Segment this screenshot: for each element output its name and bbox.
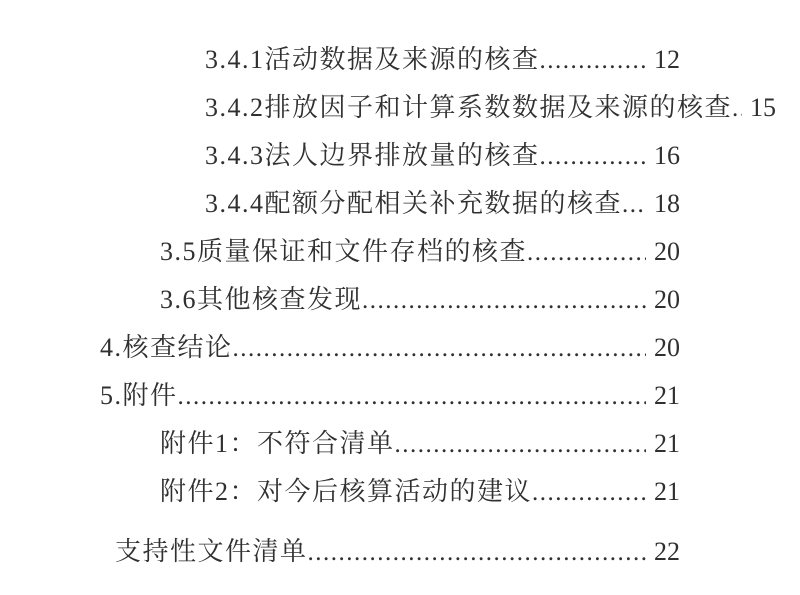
toc-entry-page-number: 20 <box>654 237 680 266</box>
toc-entry <box>205 36 680 84</box>
dot-leader <box>527 228 646 277</box>
toc-entry-page-number: 15 <box>750 93 777 122</box>
toc-entry <box>205 180 680 228</box>
toc-entry-label: 附件2：对今后核算活动的建议 <box>160 477 533 506</box>
toc-entry-label: 附件1：不符合清单 <box>160 429 395 458</box>
dot-leader <box>308 528 646 577</box>
toc-entry-label: 3.4.4配额分配相关补充数据的核查 <box>205 189 623 218</box>
toc-entry <box>160 228 680 276</box>
toc-entry-label: 3.4.2排放因子和计算系数数据及来源的核查 <box>205 93 733 122</box>
toc-entry-label: 3.4.3法人边界排放量的核查 <box>205 141 540 170</box>
toc-entry <box>160 468 680 516</box>
toc-entry <box>205 84 777 132</box>
toc-entry-label: 5.附件 <box>100 381 178 410</box>
toc-entry-page-number: 22 <box>654 537 680 566</box>
dot-leader <box>540 36 646 85</box>
toc-entry-label: 3.5质量保证和文件存档的核查 <box>160 237 528 266</box>
dot-leader <box>178 372 646 421</box>
toc-entry-label: 支持性文件清单 <box>115 537 308 566</box>
dot-leader <box>233 324 646 373</box>
toc-entry-page-number: 18 <box>654 189 680 218</box>
dot-leader <box>395 420 646 469</box>
toc-entry <box>115 528 680 576</box>
dot-leader <box>532 468 646 517</box>
toc-entry <box>100 324 680 372</box>
dot-leader <box>362 276 646 325</box>
toc-entry-page-number: 20 <box>654 285 680 314</box>
toc-entry-page-number: 21 <box>654 477 680 506</box>
toc-entry <box>160 420 680 468</box>
toc-entry <box>160 276 680 324</box>
toc-entry <box>205 132 680 180</box>
toc-entry-page-number: 20 <box>654 333 680 362</box>
toc-entry-page-number: 16 <box>654 141 680 170</box>
toc-entry <box>100 372 680 420</box>
dot-leader <box>622 180 646 229</box>
toc-entry-label: 3.6其他核查发现 <box>160 285 363 314</box>
dot-leader <box>540 132 646 181</box>
toc-entry-label: 4.核查结论 <box>100 333 233 362</box>
dot-leader <box>732 84 742 133</box>
toc-entry-page-number: 21 <box>654 429 680 458</box>
toc-entry-label: 3.4.1活动数据及来源的核查 <box>205 45 540 74</box>
toc-entry-page-number: 21 <box>654 381 680 410</box>
toc-entry-page-number: 12 <box>654 45 680 74</box>
